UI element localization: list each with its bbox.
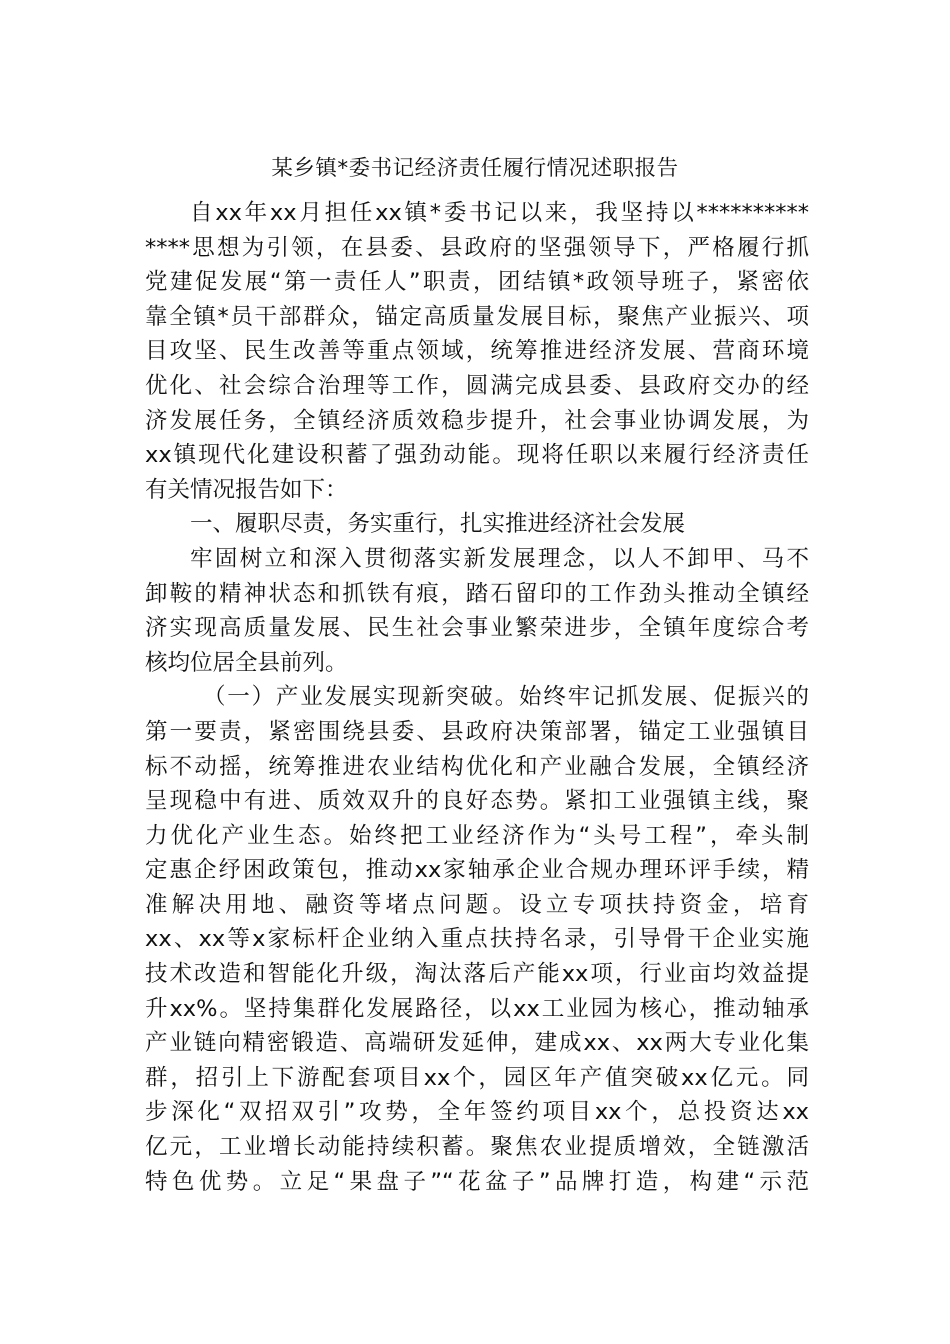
paragraph-line: ****思想为引领，在县委、县政府的坚强领导下，严格履行抓 — [145, 234, 809, 261]
paragraph-line: 准解决用地、融资等堵点问题。设立专项扶持资金，培育 — [145, 891, 809, 918]
document-title: 某乡镇*委书记经济责任履行情况述职报告 — [271, 156, 679, 181]
paragraph-line: 标不动摇，统筹推进农业结构优化和产业融合发展，全镇经济 — [145, 753, 809, 780]
paragraph-line: 牢固树立和深入贯彻落实新发展理念，以人不卸甲、马不 — [190, 545, 809, 572]
paragraph-line: 步深化“双招双引”攻势，全年签约项目xx个，总投资达xx — [145, 1099, 809, 1126]
paragraph-line: 有关情况报告如下： — [145, 476, 348, 503]
subsection-line: （一）产业发展实现新突破。始终牢记抓发展、促振兴的 — [203, 684, 809, 711]
paragraph-line: 呈现稳中有进、质效双升的良好态势。紧扣工业强镇主线，聚 — [145, 788, 809, 815]
paragraph-line: 党建促发展“第一责任人”职责，团结镇*政领导班子，紧密依 — [145, 269, 809, 296]
paragraph-line: 优化、社会综合治理等工作，圆满完成县委、县政府交办的经 — [145, 372, 809, 399]
paragraph-line: 亿元，工业增长动能持续积蓄。聚焦农业提质增效，全链激活 — [145, 1134, 809, 1161]
document-body — [145, 196, 809, 1199]
paragraph-line: 卸鞍的精神状态和抓铁有痕，踏石留印的工作劲头推动全镇经 — [145, 580, 809, 607]
paragraph-line: 济发展任务，全镇经济质效稳步提升，社会事业协调发展，为 — [145, 407, 809, 434]
paragraph-line: 群，招引上下游配套项目xx个，园区年产值突破xx亿元。同 — [145, 1064, 809, 1091]
paragraph-line: 定惠企纾困政策包，推动xx家轴承企业合规办理环评手续，精 — [145, 857, 809, 884]
paragraph-line: 靠全镇*员干部群众，锚定高质量发展目标，聚焦产业振兴、项 — [145, 303, 809, 330]
paragraph-line: xx、xx等x家标杆企业纳入重点扶持名录，引导骨干企业实施 — [145, 926, 809, 953]
paragraph-line: 济实现高质量发展、民生社会事业繁荣进步，全镇年度综合考 — [145, 615, 809, 642]
section-heading: 一、履职尽责，务实重行，扎实推进经济社会发展 — [190, 511, 686, 538]
paragraph-line: 自xx年xx月担任xx镇*委书记以来，我坚持以********** — [190, 200, 809, 226]
paragraph-line: 目攻坚、民生改善等重点领域，统筹推进经济发展、营商环境 — [145, 338, 809, 365]
paragraph-line: 产业链向精密锻造、高端研发延伸，建成xx、xx两大专业化集 — [145, 1030, 809, 1057]
paragraph-line: 核均位居全县前列。 — [145, 649, 348, 676]
paragraph-line: 第一要责，紧密围绕县委、县政府决策部署，锚定工业强镇目 — [145, 718, 809, 745]
paragraph-line: xx镇现代化建设积蓄了强劲动能。现将任职以来履行经济责任 — [145, 442, 809, 469]
paragraph-line: 技术改造和智能化升级，淘汰落后产能xx项，行业亩均效益提 — [145, 961, 809, 988]
paragraph-line: 升xx%。坚持集群化发展路径，以xx工业园为核心，推动轴承 — [145, 995, 809, 1022]
paragraph-line: 力优化产业生态。始终把工业经济作为“头号工程”，牵头制 — [145, 822, 809, 849]
paragraph-line: 特色优势。立足“果盘子”“花盆子”品牌打造，构建“示范 — [145, 1168, 809, 1195]
